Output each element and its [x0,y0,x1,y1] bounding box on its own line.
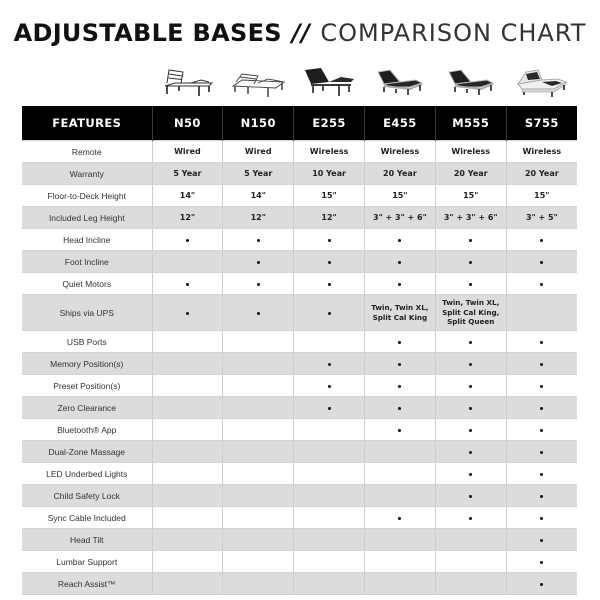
bullet-icon [469,495,472,498]
feature-empty-cell [294,573,365,595]
feature-included-cell [506,419,577,441]
feature-included-cell [364,331,435,353]
feature-included-cell [506,375,577,397]
feature-included-cell [506,507,577,529]
bullet-icon [540,451,543,454]
feature-value-cell: 3" + 3" + 6" [435,207,506,229]
feature-included-cell [223,273,294,295]
bullet-icon [257,261,260,264]
table-row [22,229,577,251]
feature-empty-cell [294,507,365,529]
header-model: E255 [294,106,365,141]
feature-label: Quiet Motors [22,273,152,295]
comparison-table [22,106,577,595]
bullet-icon [540,283,543,286]
bullet-icon [540,583,543,586]
bed-base-gray-icon [441,64,501,100]
feature-value-cell: 12" [223,207,294,229]
feature-value-cell: 3" + 5" [506,207,577,229]
feature-included-cell [294,229,365,251]
table-row [22,251,577,273]
feature-label: Floor-to-Deck Height [22,185,152,207]
feature-value-cell: 14" [223,185,294,207]
feature-empty-cell [364,463,435,485]
table-row [22,441,577,463]
table-row [22,273,577,295]
product-image-n50 [152,60,223,104]
bullet-icon [540,239,543,242]
bullet-icon [540,429,543,432]
feature-included-cell [364,507,435,529]
feature-empty-cell [364,529,435,551]
bullet-icon [328,283,331,286]
product-image-e455 [364,60,435,104]
header-model: N150 [223,106,294,141]
feature-label: Child Safety Lock [22,485,152,507]
feature-included-cell [435,353,506,375]
feature-empty-cell [294,551,365,573]
product-image-s755 [506,60,577,104]
table-row [22,529,577,551]
feature-included-cell [506,529,577,551]
title-secondary: COMPARISON CHART [320,19,587,47]
table-row [22,185,577,207]
feature-label: Foot Incline [22,251,152,273]
feature-included-cell [506,463,577,485]
bullet-icon [540,517,543,520]
bullet-icon [328,312,331,315]
feature-included-cell [506,251,577,273]
table-row [22,507,577,529]
bullet-icon [540,561,543,564]
feature-empty-cell [223,529,294,551]
bullet-icon [328,363,331,366]
feature-included-cell [435,485,506,507]
feature-included-cell [364,353,435,375]
feature-included-cell [152,273,223,295]
feature-empty-cell [223,573,294,595]
feature-label: Bluetooth® App [22,419,152,441]
feature-empty-cell [152,397,223,419]
bullet-icon [257,312,260,315]
header-model: M555 [435,106,506,141]
table-row [22,295,577,331]
feature-label: Dual-Zone Massage [22,441,152,463]
feature-value-cell: Wireless [506,141,577,163]
value-line: Split Cal King [372,312,428,322]
bullet-icon [257,239,260,242]
feature-included-cell [152,295,223,331]
bullet-icon [469,261,472,264]
product-image-n150 [223,60,294,104]
bullet-icon [398,407,401,410]
bed-base-black-icon [299,64,359,100]
feature-value-cell: Wireless [294,141,365,163]
bed-base-gray-icon [370,64,430,100]
feature-empty-cell [223,331,294,353]
feature-value-cell: 15" [294,185,365,207]
title-primary: ADJUSTABLE BASES [13,19,282,47]
table-row [22,207,577,229]
feature-label: Zero Clearance [22,397,152,419]
feature-included-cell [506,331,577,353]
bullet-icon [398,363,401,366]
feature-empty-cell [152,419,223,441]
feature-empty-cell [152,331,223,353]
feature-included-cell [294,375,365,397]
feature-included-cell [294,251,365,273]
bullet-icon [540,341,543,344]
feature-included-cell [506,273,577,295]
feature-empty-cell [152,507,223,529]
bullet-icon [469,429,472,432]
header-model: N50 [152,106,223,141]
table-row [22,141,577,163]
feature-empty-cell [294,419,365,441]
value-line: Split Queen [447,317,495,327]
feature-empty-cell [294,331,365,353]
table-body [22,141,577,595]
bullet-icon [469,341,472,344]
table-row [22,397,577,419]
header-row [22,106,577,141]
feature-empty-cell [152,441,223,463]
bed-frame-wireframe-icon [157,64,217,100]
table-row [22,375,577,397]
feature-included-cell [364,419,435,441]
feature-included-cell [506,397,577,419]
feature-empty-cell [223,441,294,463]
feature-empty-cell [223,375,294,397]
bullet-icon [540,363,543,366]
feature-empty-cell [294,441,365,463]
feature-label: Head Incline [22,229,152,251]
bullet-icon [540,495,543,498]
feature-empty-cell [506,295,577,331]
feature-value-cell: 12" [152,207,223,229]
bullet-icon [469,363,472,366]
feature-included-cell [435,273,506,295]
feature-empty-cell [152,251,223,273]
table-row [22,463,577,485]
feature-label: LED Underbed Lights [22,463,152,485]
table-row [22,485,577,507]
bullet-icon [469,451,472,454]
bullet-icon [398,341,401,344]
feature-empty-cell [435,529,506,551]
feature-value-cell: 15" [506,185,577,207]
feature-included-cell [364,251,435,273]
feature-empty-cell [223,463,294,485]
feature-included-cell [294,295,365,331]
bullet-icon [540,385,543,388]
feature-empty-cell [364,441,435,463]
feature-value-cell [364,295,435,331]
feature-included-cell [435,463,506,485]
feature-empty-cell [364,485,435,507]
feature-empty-cell [294,529,365,551]
feature-empty-cell [152,463,223,485]
feature-label: Sync Cable Included [22,507,152,529]
feature-included-cell [435,397,506,419]
value-line: Twin, Twin XL, [442,298,500,308]
feature-included-cell [506,229,577,251]
feature-value-cell: 5 Year [223,163,294,185]
bullet-icon [328,261,331,264]
feature-included-cell [364,273,435,295]
feature-label: Included Leg Height [22,207,152,229]
feature-label: Remote [22,141,152,163]
value-line: Twin, Twin XL, [371,303,429,312]
feature-value-cell: 20 Year [364,163,435,185]
feature-label: Ships via UPS [22,295,152,331]
bullet-icon [186,283,189,286]
feature-value-cell: Wired [223,141,294,163]
table-row [22,163,577,185]
feature-empty-cell [152,529,223,551]
table-row [22,353,577,375]
feature-empty-cell [223,507,294,529]
bullet-icon [398,261,401,264]
product-image-m555 [435,60,506,104]
feature-label: Head Tilt [22,529,152,551]
page-title [0,14,600,50]
feature-empty-cell [223,353,294,375]
feature-empty-cell [152,551,223,573]
feature-label: Warranty [22,163,152,185]
feature-value-cell: 12" [294,207,365,229]
bullet-icon [186,312,189,315]
header-features: FEATURES [22,106,152,141]
feature-label: Memory Position(s) [22,353,152,375]
bullet-icon [186,239,189,242]
feature-included-cell [506,551,577,573]
bed-base-white-icon [512,64,572,100]
bullet-icon [469,473,472,476]
feature-included-cell [506,441,577,463]
feature-empty-cell [223,485,294,507]
bullet-icon [469,283,472,286]
bullet-icon [540,473,543,476]
feature-value-cell: Wireless [364,141,435,163]
title-separator: // [291,19,311,47]
feature-empty-cell [435,573,506,595]
feature-included-cell [435,419,506,441]
table-row [22,551,577,573]
feature-label: Preset Position(s) [22,375,152,397]
bullet-icon [398,283,401,286]
feature-empty-cell [152,485,223,507]
feature-label: Lumbar Support [22,551,152,573]
bullet-icon [540,539,543,542]
feature-value-cell: 14" [152,185,223,207]
feature-empty-cell [435,551,506,573]
feature-included-cell [435,331,506,353]
feature-included-cell [294,353,365,375]
bullet-icon [469,407,472,410]
feature-included-cell [294,397,365,419]
table-row [22,573,577,595]
bullet-icon [257,283,260,286]
feature-included-cell [223,229,294,251]
feature-value-cell: 5 Year [152,163,223,185]
bullet-icon [540,407,543,410]
bullet-icon [328,239,331,242]
header-model: E455 [364,106,435,141]
bullet-icon [398,429,401,432]
feature-included-cell [435,441,506,463]
product-images [152,60,577,104]
feature-empty-cell [152,353,223,375]
feature-empty-cell [364,551,435,573]
bullet-icon [328,385,331,388]
feature-value-cell: 3" + 3" + 6" [364,207,435,229]
feature-label: Reach Assist™ [22,573,152,595]
feature-empty-cell [152,573,223,595]
feature-included-cell [506,353,577,375]
feature-empty-cell [364,573,435,595]
feature-label: USB Ports [22,331,152,353]
header-model: S755 [506,106,577,141]
feature-empty-cell [223,419,294,441]
feature-included-cell [364,229,435,251]
feature-value-cell: 20 Year [435,163,506,185]
feature-included-cell [223,295,294,331]
feature-included-cell [435,507,506,529]
table-row [22,419,577,441]
feature-empty-cell [152,375,223,397]
feature-included-cell [223,251,294,273]
feature-value-cell: Wireless [435,141,506,163]
bullet-icon [540,261,543,264]
feature-value-cell [435,295,506,331]
feature-included-cell [506,573,577,595]
feature-included-cell [435,229,506,251]
bullet-icon [398,239,401,242]
bullet-icon [328,407,331,410]
feature-empty-cell [223,551,294,573]
feature-empty-cell [223,397,294,419]
feature-included-cell [506,485,577,507]
bullet-icon [398,517,401,520]
bullet-icon [469,385,472,388]
feature-included-cell [364,397,435,419]
feature-included-cell [435,251,506,273]
bullet-icon [469,517,472,520]
feature-value-cell: 15" [435,185,506,207]
feature-included-cell [294,273,365,295]
bullet-icon [469,239,472,242]
feature-value-cell: Wired [152,141,223,163]
feature-empty-cell [294,485,365,507]
bullet-icon [398,385,401,388]
value-line: Split Cal King, [442,307,500,317]
table-row [22,331,577,353]
feature-value-cell: 15" [364,185,435,207]
bed-frame-wireframe-split-icon [228,64,288,100]
feature-included-cell [152,229,223,251]
feature-value-cell: 20 Year [506,163,577,185]
feature-included-cell [435,375,506,397]
feature-included-cell [364,375,435,397]
feature-empty-cell [294,463,365,485]
product-image-e255 [294,60,365,104]
feature-value-cell: 10 Year [294,163,365,185]
